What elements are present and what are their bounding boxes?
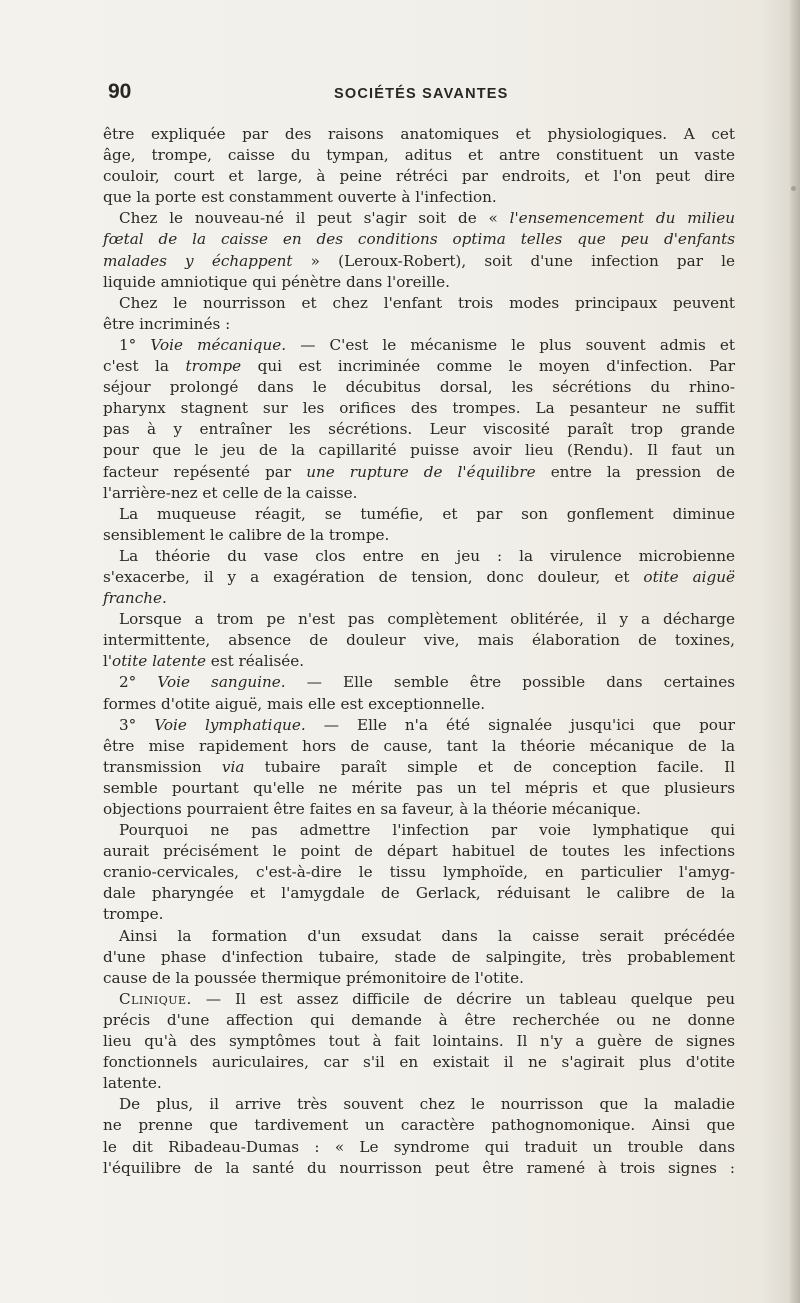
text-line: séjour prolongé dans le décubitus dorsal, les sécrétions du rhino- [103, 378, 735, 397]
text-line: d'une phase d'infection tubaire, stade de salpingite, très probablement [103, 947, 735, 966]
text-line: fonctionnels auriculaires, car s'il en existait il ne s'agirait plus d'otite [103, 1053, 735, 1072]
text-line: formes d'otite aiguë, mais elle est exceptionnelle. [103, 694, 486, 713]
text-line: 3° Voie lymphatique. — Elle n'a été signalée jusqu'ici que pour [119, 715, 735, 734]
text-line: le dit Ribadeau-Dumas : « Le syndrome qui traduit un trouble dans [103, 1137, 735, 1156]
body-text [103, 124, 735, 1179]
text-line: malades y échappent » (Leroux-Robert), soit d'une infection par le [103, 251, 735, 270]
text-line: La muqueuse réagit, se tuméfie, et par son gonflement diminue [119, 504, 735, 523]
text-line: facteur repésenté par une rupture de l'équilibre entre la pression de [103, 462, 735, 481]
text-line: Chez le nourrisson et chez l'enfant trois modes principaux peuvent [119, 293, 735, 312]
text-line: liquide amniotique qui pénètre dans l'oreille. [103, 272, 450, 291]
running-header [108, 80, 736, 108]
running-title: SOCIÉTÉS SAVANTES [334, 86, 509, 102]
text-line: lieu qu'à des symptômes tout à fait lointains. Il n'y a guère de signes [103, 1032, 735, 1051]
text-line: 2° Voie sanguine. — Elle semble être possible dans certaines [119, 673, 735, 692]
text-line: transmission via tubaire paraît simple et de conception facile. Il [103, 757, 735, 776]
text-line: pas à y entraîner les sécrétions. Leur viscosité paraît trop grande [103, 420, 735, 439]
text-line: objections pourraient être faites en sa faveur, à la théorie mécanique. [103, 800, 641, 818]
text-line: pour que le jeu de la capillarité puisse avoir lieu (Rendu). Il faut un [103, 441, 735, 460]
text-line: Ainsi la formation d'un exsudat dans la caisse serait précédée [119, 926, 735, 945]
text-line: être mise rapidement hors de cause, tant la théorie mécanique de la [103, 736, 735, 755]
text-line: Lorsque a trom pe n'est pas complètement oblitérée, il y a décharge [119, 610, 735, 629]
text-line: franche. [103, 589, 167, 608]
text-line: La théorie du vase clos entre en jeu : la virulence microbienne [119, 546, 735, 565]
text-line: précis d'une affection qui demande à être recherchée ou ne donne [103, 1010, 735, 1029]
text-line: l'otite latente est réalisée. [103, 652, 305, 671]
text-line: latente. [103, 1074, 162, 1093]
text-line: ne prenne que tardivement un caractère pathognomonique. Ainsi que [103, 1116, 735, 1135]
text-line: couloir, court et large, à peine rétréci par endroits, et l'on peut dire [103, 167, 735, 186]
text-line: âge, trompe, caisse du tympan, aditus et antre constituent un vaste [103, 146, 735, 165]
text-line: l'équilibre de la santé du nourrisson peut être ramené à trois signes : [103, 1158, 735, 1177]
print-speck [791, 186, 796, 191]
text-line: l'arrière-nez et celle de la caisse. [103, 483, 358, 502]
text-line: sensiblement le calibre de la trompe. [103, 525, 390, 544]
text-line: c'est la trompe qui est incriminée comme le moyen d'infection. Par [103, 357, 735, 376]
text-line: s'exacerbe, il y a exagération de tension, donc douleur, et otite aiguë [103, 567, 735, 586]
text-line: cause de la poussée thermique prémonitoire de l'otite. [103, 968, 524, 987]
page-number: 90 [108, 80, 132, 103]
text-line: Pourquoi ne pas admettre l'infection par voie lymphatique qui [119, 821, 735, 840]
text-line: cranio-cervicales, c'est-à-dire le tissu lymphoïde, en particulier l'amyg- [103, 863, 735, 882]
text-line: fœtal de la caisse en des conditions optima telles que peu d'enfants [103, 230, 735, 249]
text-line: semble pourtant qu'elle ne mérite pas un tel mépris et que plusieurs [103, 778, 735, 797]
text-line: 1° Voie mécanique. — C'est le mécanisme le plus souvent admis et [119, 335, 736, 354]
text-line: être expliquée par des raisons anatomiques et physiologiques. A cet [103, 125, 735, 143]
text-line: trompe. [103, 905, 164, 924]
text-line: Chez le nouveau-né il peut s'agir soit de « l'ensemencement du milieu [119, 209, 735, 228]
text-line: que la porte est constamment ouverte à l'infection. [103, 188, 497, 207]
text-line: intermittente, absence de douleur vive, mais élaboration de toxines, [103, 631, 735, 650]
text-line: Clinique. — Il est assez difficile de décrire un tableau quelque peu [119, 989, 735, 1008]
text-line: dale pharyngée et l'amygdale de Gerlack, réduisant le calibre de la [103, 884, 735, 903]
text-line: pharynx stagnent sur les orifices des trompes. La pesanteur ne suffit [103, 399, 735, 418]
text-line: De plus, il arrive très souvent chez le nourrisson que la maladie [119, 1095, 735, 1114]
page-edge [790, 0, 800, 1303]
text-line: être incriminés : [103, 314, 231, 333]
text-line: aurait précisément le point de départ habituel de toutes les infections [103, 842, 735, 861]
